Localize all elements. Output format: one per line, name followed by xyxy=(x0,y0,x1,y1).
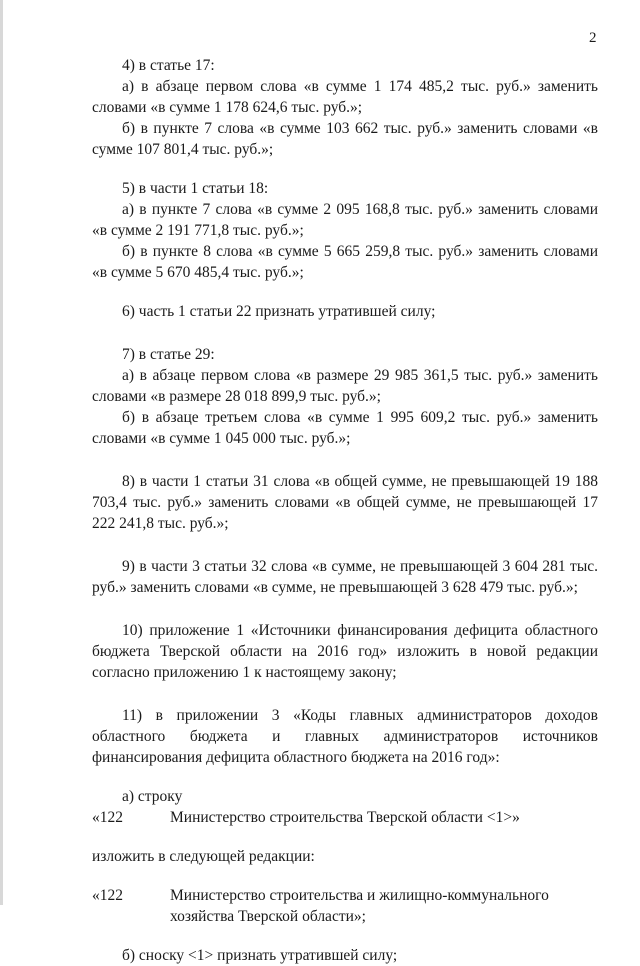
page-edge xyxy=(0,0,3,905)
item-5-title: 5) в части 1 статьи 18: xyxy=(122,180,269,197)
new-row xyxy=(92,885,598,927)
page-number: 2 xyxy=(589,30,597,46)
item-9: 9) в части 3 статьи 32 слова «в сумме, не превышающей 3 604 281 тыс. руб.» заменить словами «в сумме, не превышающей 3 628 479 тыс. руб.»; xyxy=(92,558,598,596)
old-row xyxy=(92,807,598,828)
old-row-code: «122 xyxy=(92,809,123,826)
old-row-desc: Министерство строительства Тверской области <1>» xyxy=(170,809,520,826)
new-row-desc: Министерство строительства и жилищно-коммунального хозяйства Тверской области»; xyxy=(170,887,549,925)
item-4-a: а) в абзаце первом слова «в сумме 1 174 485,2 тыс. руб.» заменить словами «в сумме 1 178 624,6 тыс. руб.»; xyxy=(92,78,598,116)
new-row-code: «122 xyxy=(92,887,123,904)
item-6: 6) часть 1 статьи 22 признать утратившей силу; xyxy=(122,303,436,320)
document-body xyxy=(92,55,598,966)
item-7-a: а) в абзаце первом слова «в размере 29 985 361,5 тыс. руб.» заменить словами «в размере 28 018 899,9 тыс. руб.»; xyxy=(92,367,598,405)
item-10: 10) приложение 1 «Источники финансирования дефицита областного бюджета Тверской области на 2016 год» изложить в новой редакции согласно приложению 1 к настоящему закону; xyxy=(92,622,598,681)
item-11-b: б) сноску <1> признать утратившей силу; xyxy=(122,947,398,964)
item-11-mid: изложить в следующей редакции: xyxy=(92,848,315,865)
item-7-title: 7) в статье 29: xyxy=(122,346,215,363)
item-7-b: б) в абзаце третьем слова «в сумме 1 995 609,2 тыс. руб.» заменить словами «в сумме 1 045 000 тыс. руб.»; xyxy=(92,409,598,447)
item-5-b: б) в пункте 8 слова «в сумме 5 665 259,8 тыс. руб.» заменить словами «в сумме 5 670 485,4 тыс. руб.»; xyxy=(92,243,598,281)
item-5-a: а) в пункте 7 слова «в сумме 2 095 168,8 тыс. руб.» заменить словами «в сумме 2 191 771,8 тыс. руб.»; xyxy=(92,201,598,239)
item-11-a: а) строку xyxy=(122,788,183,805)
item-8: 8) в части 1 статьи 31 слова «в общей сумме, не превышающей 19 188 703,4 тыс. руб.» заменить словами «в общей сумме, не превышающей 17 222 241,8 тыс. руб.»; xyxy=(92,473,598,532)
item-4-b: б) в пункте 7 слова «в сумме 103 662 тыс. руб.» заменить словами «в сумме 107 801,4 тыс. руб.»; xyxy=(92,120,598,158)
item-11: 11) в приложении 3 «Коды главных администраторов доходов областного бюджета и главных администраторов источников финансирования дефицита областного бюджета на 2016 год»: xyxy=(92,707,598,766)
item-4-title: 4) в статье 17: xyxy=(122,57,215,74)
